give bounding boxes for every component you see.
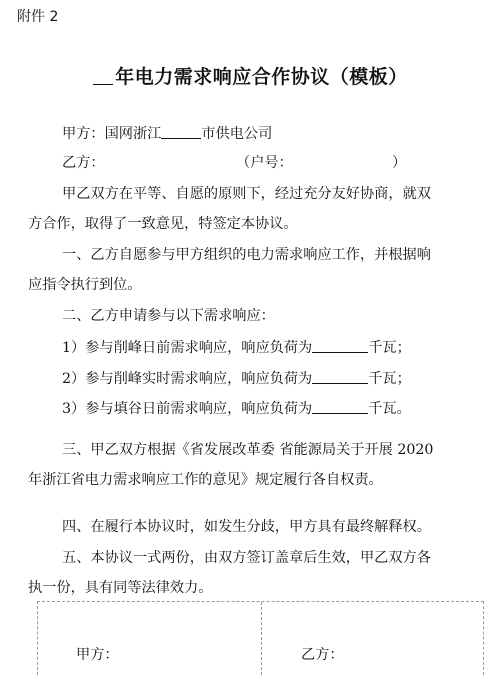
response-item-3-text: 3）参与填谷日前需求响应，响应负荷为 (62, 401, 313, 417)
response-item-3-blank (312, 399, 368, 414)
paragraph-intro-line-1: 甲乙双方在平等、自愿的原则下，经过充分友好协商，就双 (62, 186, 431, 202)
response-item-1-unit: 千瓦； (368, 340, 411, 356)
response-item-1-text: 1）参与削峰日前需求响应，响应负荷为 (62, 340, 313, 356)
clause-four: 四、在履行本协议时，如发生分歧，甲方具有最终解释权。 (62, 519, 431, 535)
paragraph-intro-line-2: 方合作，取得了一致意见，特签定本协议。 (28, 216, 298, 232)
clause-five-line-2: 执一份，具有同等法律效力。 (28, 580, 213, 596)
year-blank (93, 66, 113, 85)
party-a-org-prefix: 国网浙江 (104, 126, 162, 142)
account-number-label: （户号： (236, 155, 293, 171)
party-a-org-suffix: 市供电公司 (201, 126, 273, 142)
response-item-2-text: 2）参与削峰实时需求响应，响应负荷为 (62, 371, 313, 387)
response-item-3-unit: 千瓦。 (368, 401, 411, 417)
response-item-2-unit: 千瓦； (368, 371, 411, 387)
response-item-1 (62, 338, 411, 357)
clause-five-line-1: 五、本协议一式两份，由双方签订盖章后生效，甲乙双方各 (62, 550, 431, 566)
party-a-line (62, 124, 272, 143)
signature-party-b: 乙方： (301, 647, 344, 663)
signature-box (37, 601, 484, 675)
city-blank (161, 124, 201, 139)
clause-two-heading: 二、乙方申请参与以下需求响应： (62, 308, 275, 324)
clause-three-line-1: 三、甲乙双方根据《省发展改革委 省能源局关于开展 2020 (62, 442, 434, 458)
attachment-label: 附件 2 (17, 9, 59, 25)
document-title (0, 62, 501, 89)
response-item-3 (62, 399, 411, 418)
clause-one-line-2: 应指令执行到位。 (28, 277, 142, 293)
response-item-2-blank (312, 369, 368, 384)
party-a-label: 甲方： (62, 126, 105, 142)
account-number-close: ） (392, 155, 407, 171)
clause-one-line-1: 一、乙方自愿参与甲方组织的电力需求响应工作，并根据响 (62, 247, 431, 263)
document-title-text: 年电力需求响应合作协议（模板） (115, 66, 408, 88)
party-b-label: 乙方： (62, 155, 105, 171)
response-item-1-blank (312, 338, 368, 353)
signature-party-a: 甲方： (76, 647, 119, 663)
signature-divider (261, 602, 262, 675)
clause-three-line-2: 年浙江省电力需求响应工作的意见》规定履行各自权责。 (28, 472, 383, 488)
response-item-2 (62, 369, 411, 388)
